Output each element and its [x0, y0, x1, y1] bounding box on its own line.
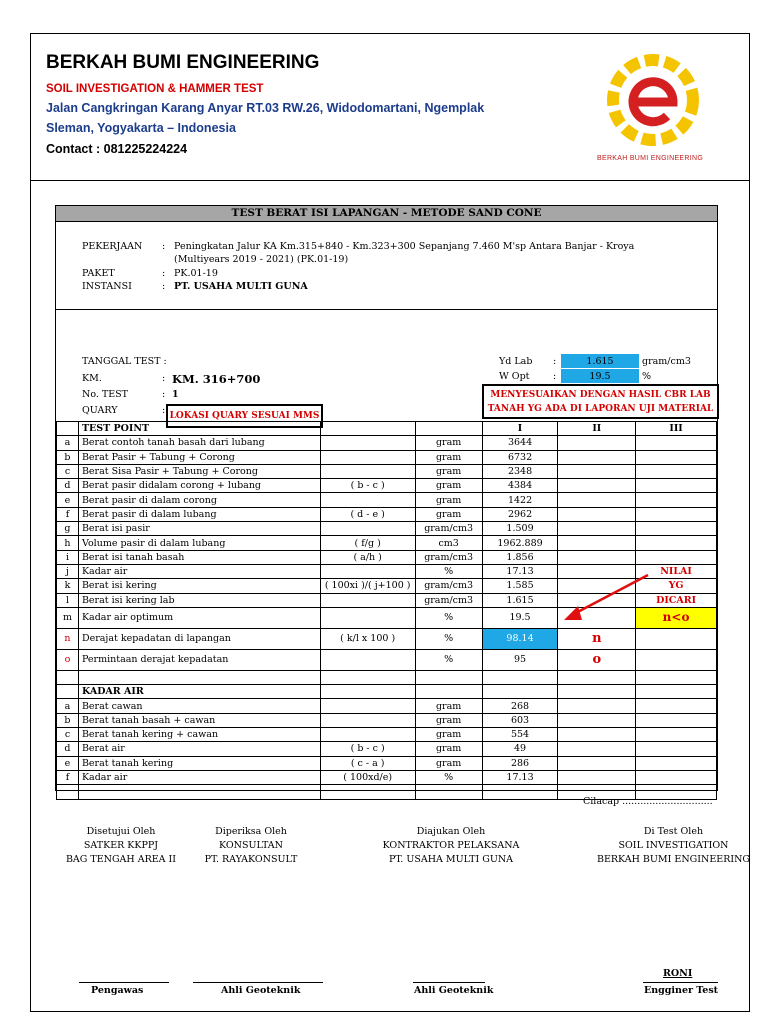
row-label: Berat tanah kering + cawan: [81, 729, 219, 741]
pekerjaan-value-cont: (Multiyears 2019 - 2021) (PK.01-19): [174, 254, 349, 265]
row-key: f: [65, 772, 70, 784]
signature-line: [413, 982, 485, 983]
colon: :: [162, 389, 166, 400]
row-key: m: [62, 612, 72, 624]
row-key: g: [64, 523, 71, 535]
row-formula: ( c - a ): [350, 757, 385, 769]
sig3-role: Ahli Geoteknik: [414, 985, 494, 996]
row-value-1: 98.14: [506, 633, 534, 645]
row-unit: %: [444, 566, 454, 578]
table-row: [57, 450, 717, 464]
table-row: [57, 699, 717, 713]
table-row: [57, 593, 717, 607]
row-value-1: 1.856: [506, 551, 534, 563]
table-row: [57, 579, 717, 593]
table-row: [57, 464, 717, 478]
yd-lab-value: 1.615: [586, 356, 614, 367]
row-value-1: 6732: [507, 451, 533, 463]
table-row: [57, 670, 717, 684]
row-label: Berat Pasir + Tabung + Corong: [81, 451, 235, 463]
sig1-role: Pengawas: [91, 985, 144, 996]
header-col-2: II: [592, 423, 602, 435]
row-unit: gram/cm3: [424, 551, 474, 563]
row-key: e: [64, 757, 71, 769]
row-value-1: 2348: [507, 466, 533, 478]
sig1-line2: SATKER KKPPJ: [83, 840, 159, 851]
instansi-value: PT. USAHA MULTI GUNA: [174, 281, 308, 292]
row-unit: %: [444, 612, 454, 624]
row-formula: ( 100xi )/( j+100 ): [324, 580, 411, 592]
quary-note: LOKASI QUARY SESUAI MMS: [166, 404, 323, 428]
sig3-line1: Diajukan Oleh: [416, 826, 486, 837]
row-unit: gram: [435, 743, 462, 755]
document-page: [30, 33, 750, 1012]
row-value-1: 268: [510, 700, 530, 712]
header-test-point: TEST POINT: [81, 423, 150, 435]
row-value-1: 1.585: [506, 580, 534, 592]
colon: :: [553, 356, 557, 367]
logo-caption: BERKAH BUMI ENGINEERING: [597, 155, 704, 162]
row-label: Berat Sisa Pasir + Tabung + Corong: [81, 466, 258, 478]
row-key: b: [64, 714, 71, 726]
tester-name: RONI: [663, 968, 693, 979]
table-header-row: [57, 422, 717, 436]
company-logo-icon: [603, 52, 703, 152]
row-unit: gram: [435, 451, 462, 463]
sig1-line1: Disetujui Oleh: [86, 826, 156, 837]
signature-block-4: [596, 825, 751, 867]
row-unit: gram: [435, 729, 462, 741]
colon: :: [162, 268, 166, 279]
row-label: Berat tanah kering: [81, 757, 174, 769]
table-row: [57, 649, 717, 670]
company-address-line1: Jalan Cangkringan Karang Anyar RT.03 RW.26, Widodomartani, Ngemplak: [46, 101, 485, 115]
row-key: c: [64, 466, 71, 478]
row-unit: %: [444, 772, 454, 784]
signature-block-3: [376, 825, 526, 867]
row-unit: gram: [435, 714, 462, 726]
row-key: b: [64, 451, 71, 463]
row-label: Kadar air: [81, 772, 128, 784]
row-key: k: [64, 580, 71, 592]
row-label: Berat pasir di dalam corong: [81, 494, 217, 506]
row-formula: ( a/h ): [353, 551, 382, 563]
paket-label: PAKET: [82, 268, 115, 279]
row-value-1: 603: [510, 714, 530, 726]
yd-lab-label: Yd Lab: [499, 356, 533, 367]
row-key: a: [64, 700, 71, 712]
colon: :: [553, 371, 557, 382]
table-row: [57, 493, 717, 507]
km-label: KM.: [82, 373, 102, 384]
sig1-line3: BAG TENGAH AREA II: [65, 854, 177, 865]
signature-line: [79, 982, 169, 983]
table-row: [57, 770, 717, 784]
colon: :: [162, 241, 166, 252]
signature-line: [193, 982, 323, 983]
row-label: Berat contoh tanah basah dari lubang: [81, 437, 265, 449]
paket-value: PK.01-19: [174, 268, 218, 279]
row-key: i: [65, 551, 69, 563]
row-value-1: 17.13: [506, 772, 534, 784]
kadar-air-header-row: [57, 685, 717, 699]
row-key: d: [64, 480, 71, 492]
row-formula: ( 100xd/e): [343, 772, 393, 784]
sig2-role: Ahli Geoteknik: [221, 985, 301, 996]
letterhead: [31, 34, 749, 181]
table-row: [57, 607, 717, 628]
row-value-1: 1.509: [506, 523, 534, 535]
row-formula: ( b - c ): [350, 743, 385, 755]
row-formula: ( d - e ): [350, 508, 385, 520]
table-row: [57, 436, 717, 450]
colon: :: [162, 281, 166, 292]
notest-value: 1: [172, 389, 179, 400]
row-unit: gram: [435, 480, 462, 492]
wopt-value: 19.5: [589, 371, 611, 382]
table-row: [57, 536, 717, 550]
sig4-line2: SOIL INVESTIGATION: [618, 840, 729, 851]
row-value-3: YG: [668, 580, 684, 592]
signature-block-2: [191, 825, 311, 867]
row-unit: gram/cm3: [424, 594, 474, 606]
table-row: [57, 479, 717, 493]
table-row: [57, 628, 717, 649]
highlight-n-less-o: n<o: [662, 609, 690, 624]
table-row: [57, 564, 717, 578]
place-date: Cilacap ..............................: [583, 796, 713, 807]
cbr-note-line1: MENYESUAIKAN DENGAN HASIL CBR LAB: [490, 390, 711, 400]
sig3-line2: KONTRAKTOR PELAKSANA: [382, 840, 520, 851]
tanggal-label: TANGGAL TEST :: [82, 356, 167, 367]
signature-block-1: [61, 825, 181, 867]
row-label: Berat pasir di dalam lubang: [81, 508, 217, 520]
colon: :: [162, 373, 166, 384]
row-label: Berat isi kering lab: [81, 594, 175, 606]
sig2-line2: KONSULTAN: [219, 840, 283, 851]
row-label: Volume pasir di dalam lubang: [81, 537, 226, 549]
test-point-table: [56, 421, 717, 800]
row-value-1: 2962: [507, 508, 533, 520]
header-col-3: III: [669, 423, 683, 435]
row-key: h: [64, 537, 71, 549]
sig4-line1: Di Test Oleh: [643, 826, 704, 837]
row-label: Berat tanah basah + cawan: [81, 714, 216, 726]
row-value-1: 1962.889: [497, 537, 543, 549]
header-col-1: I: [517, 423, 523, 435]
km-value: KM. 316+700: [172, 372, 261, 386]
colon: :: [162, 405, 166, 416]
row-unit: gram: [435, 700, 462, 712]
table-row: [57, 507, 717, 521]
row-label: Berat air: [81, 743, 125, 755]
cbr-note: [482, 384, 719, 419]
row-unit: gram: [435, 494, 462, 506]
row-value-3: NILAI: [660, 566, 692, 578]
row-formula: ( b - c ): [350, 480, 385, 492]
row-value-1: 554: [510, 729, 530, 741]
table-row: [57, 756, 717, 770]
row-label: Kadar air: [81, 566, 128, 578]
row-value-1: 4384: [507, 480, 533, 492]
row-value-1: 1.615: [506, 594, 534, 606]
row-value-1: 1422: [507, 494, 533, 506]
row-value-1: 19.5: [509, 612, 531, 624]
company-subtitle: SOIL INVESTIGATION & HAMMER TEST: [46, 83, 264, 95]
company-name: BERKAH BUMI ENGINEERING: [46, 52, 320, 73]
company-contact: Contact : 081225224224: [46, 142, 188, 156]
table-row: [57, 728, 717, 742]
row-key: a: [64, 437, 71, 449]
sig2-line1: Diperiksa Oleh: [215, 826, 287, 837]
row-label: Permintaan derajat kepadatan: [81, 654, 229, 666]
row-formula: ( f/g ): [354, 537, 381, 549]
row-label: Derajat kepadatan di lapangan: [81, 633, 231, 645]
row-key: f: [65, 508, 70, 520]
row-label: Berat isi kering: [81, 580, 157, 592]
notest-label: No. TEST: [82, 389, 129, 400]
row-marker-n: n: [592, 630, 602, 646]
pekerjaan-value: Peningkatan Jalur KA Km.315+840 - Km.323+300 Sepanjang 7.460 M'sp Antara Banjar - Kroya: [174, 241, 635, 252]
row-key: o: [64, 654, 71, 666]
row-label: Berat pasir didalam corong + lubang: [81, 480, 262, 492]
row-key: l: [65, 594, 69, 606]
sand-cone-form: [55, 205, 718, 791]
row-key: d: [64, 743, 71, 755]
table-row: [57, 713, 717, 727]
instansi-label: INSTANSI: [82, 281, 132, 292]
row-marker-o: o: [592, 651, 602, 667]
divider: [56, 309, 717, 310]
row-unit: gram: [435, 757, 462, 769]
row-unit: %: [444, 633, 454, 645]
row-key: e: [64, 494, 71, 506]
row-key: j: [66, 566, 69, 578]
signature-line: [643, 982, 718, 983]
row-value-1: 49: [513, 743, 527, 755]
row-value-3: DICARI: [656, 594, 697, 606]
row-formula: ( k/l x 100 ): [340, 633, 396, 645]
row-label: Kadar air optimum: [81, 612, 174, 624]
row-unit: cm3: [438, 537, 459, 549]
sig4-role: Engginer Test: [644, 985, 719, 996]
quary-label: QUARY: [82, 405, 118, 416]
form-title: TEST BERAT ISI LAPANGAN - METODE SAND CONE: [56, 206, 717, 222]
row-label: Berat isi pasir: [81, 523, 150, 535]
row-unit: gram/cm3: [424, 580, 474, 592]
pekerjaan-label: PEKERJAAN: [82, 241, 143, 252]
sig3-line3: PT. USAHA MULTI GUNA: [388, 854, 514, 865]
row-unit: gram: [435, 437, 462, 449]
sig2-line3: PT. RAYAKONSULT: [204, 854, 298, 865]
row-label: Berat isi tanah basah: [81, 551, 185, 563]
row-value-1: 3644: [507, 437, 533, 449]
row-value-1: 95: [513, 654, 527, 666]
wopt-unit: %: [642, 371, 652, 382]
row-unit: gram/cm3: [424, 523, 474, 535]
wopt-label: W Opt: [499, 371, 530, 382]
row-value-1: 17.13: [506, 566, 534, 578]
row-key: n: [64, 633, 71, 645]
table-row: [57, 742, 717, 756]
table-row: [57, 550, 717, 564]
row-unit: gram: [435, 508, 462, 520]
row-key: c: [64, 729, 71, 741]
company-address-line2: Sleman, Yogyakarta – Indonesia: [46, 121, 236, 135]
row-label: Berat cawan: [81, 700, 143, 712]
cbr-note-line2: TANAH YG ADA DI LAPORAN UJI MATERIAL: [487, 404, 714, 414]
sig4-line3: BERKAH BUMI ENGINEERING: [596, 854, 750, 865]
yd-lab-unit: gram/cm3: [642, 356, 691, 367]
row-value-1: 286: [510, 757, 530, 769]
row-unit: %: [444, 654, 454, 666]
table-row: [57, 522, 717, 536]
row-unit: gram: [435, 466, 462, 478]
kadar-air-title: KADAR AIR: [81, 686, 144, 698]
